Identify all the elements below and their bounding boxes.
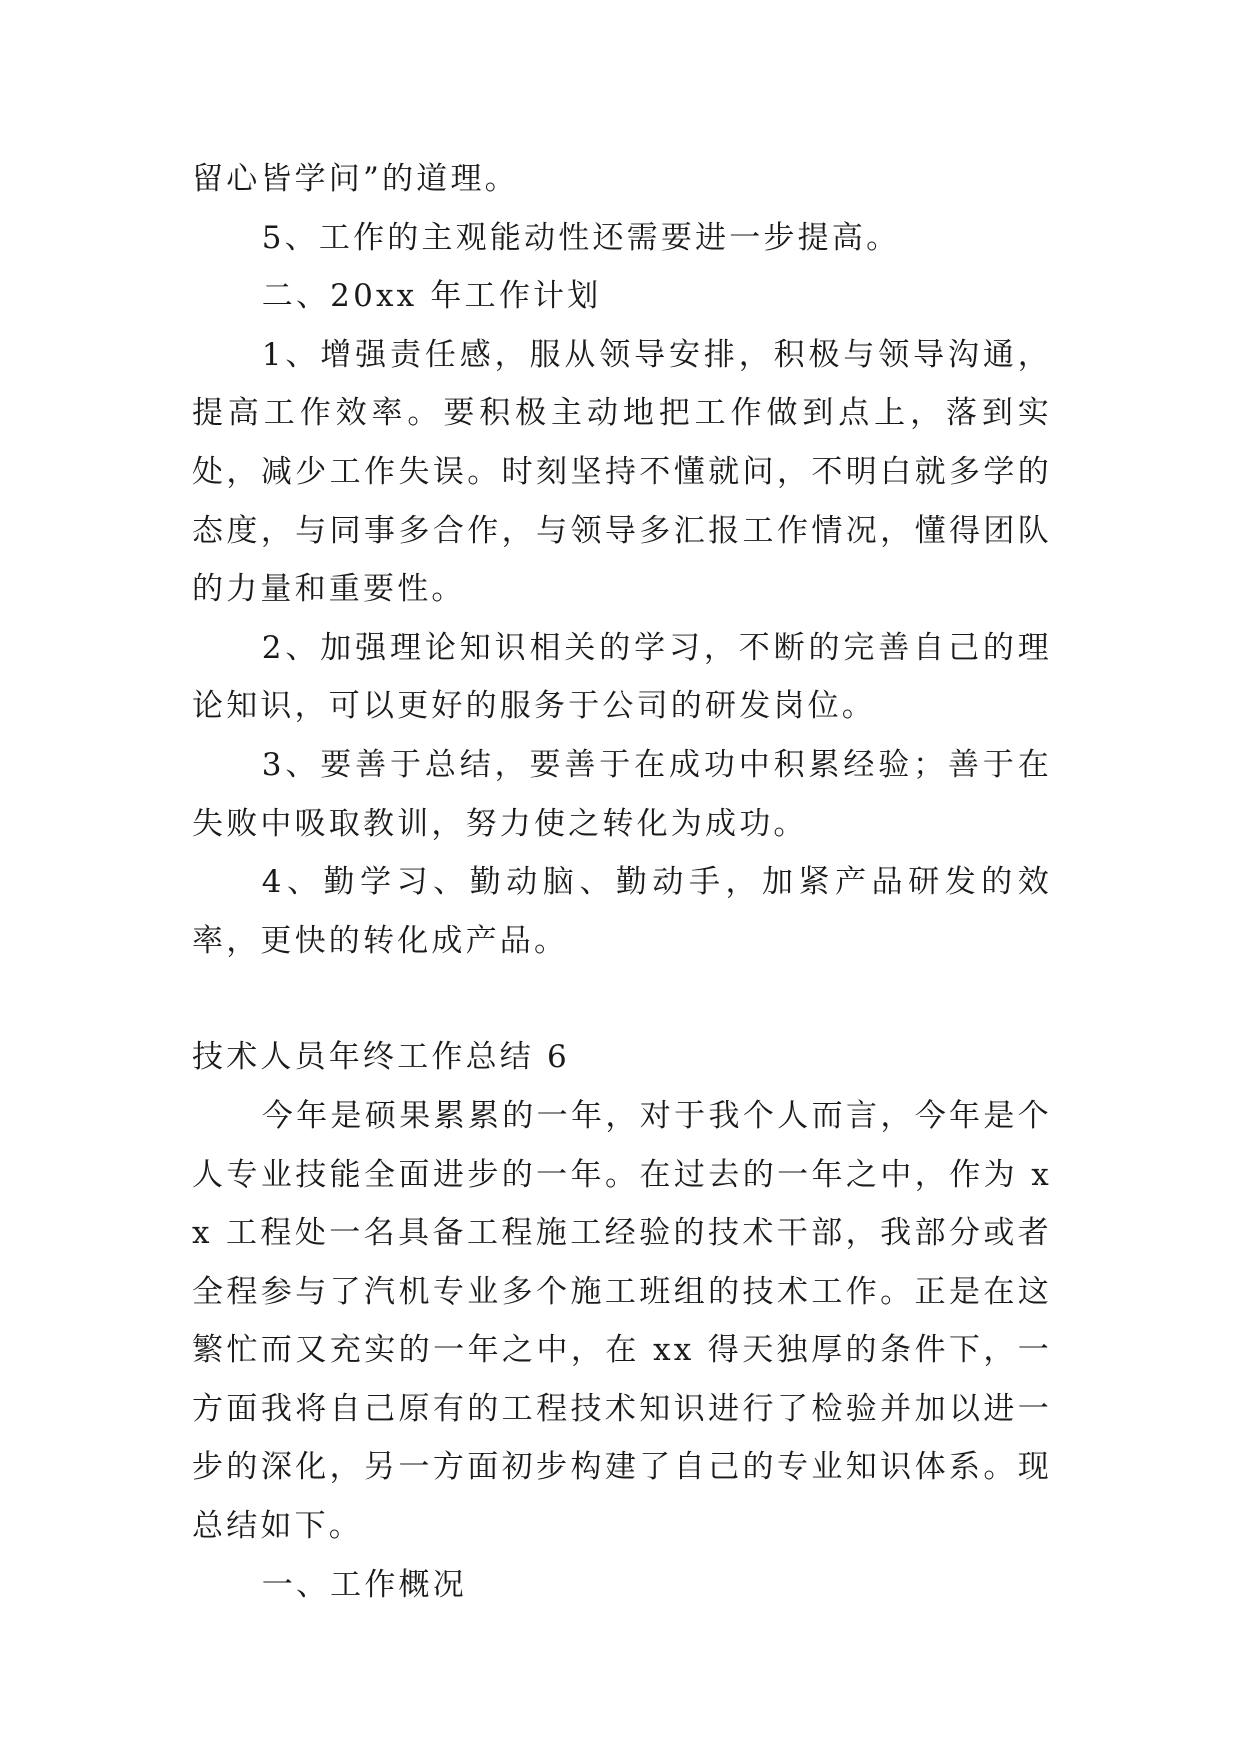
plan-heading: 二、20xx 年工作计划 <box>261 278 602 315</box>
continuation-line: 留心皆学问”的道理。 <box>192 161 519 197</box>
plan-item-4: 4、勤学习、勤动脑、勤动手，加紧产品研发的效率，更快的转化成产品。 <box>192 864 1052 959</box>
plan-item-3: 3、要善于总结，要善于在成功中积累经验；善于在失败中吸取教训，努力使之转化为成功。 <box>192 746 1052 842</box>
body-text <box>192 150 1052 1614</box>
intro-paragraph: 今年是硕果累累的一年，对于我个人而言，今年是个人专业技能全面进步的一年。在过去的一年之中，作为 xx 工程处一名具备工程施工经验的技术干部，我部分或者全程参与了汽机专业多个施工班组的技术工作。正是在这繁忙而又充实的一年之中，在 xx 得天独厚的条件下，一方面我将自己原有的工程技术知识进行了检验并加以进一步的深化，另一方面初步构建了自己的专业知识体系。现总结如下。 <box>192 1097 1052 1545</box>
overview-heading: 一、工作概况 <box>261 1566 467 1603</box>
plan-item-1: 1、增强责任感，服从领导安排，积极与领导沟通，提高工作效率。要积极主动地把工作做到点上，落到实处，减少工作失误。时刻坚持不懂就问，不明白就多学的态度，与同事多合作，与领导多汇报工作情况，懂得团队的力量和重要性。 <box>192 336 1052 608</box>
section-title: 技术人员年终工作总结 6 <box>192 1039 570 1076</box>
shortcoming-item-5: 5、工作的主观能动性还需要进一步提高。 <box>261 219 901 256</box>
plan-item-2: 2、加强理论知识相关的学习，不断的完善自己的理论知识，可以更好的服务于公司的研发岗位。 <box>192 629 1052 725</box>
